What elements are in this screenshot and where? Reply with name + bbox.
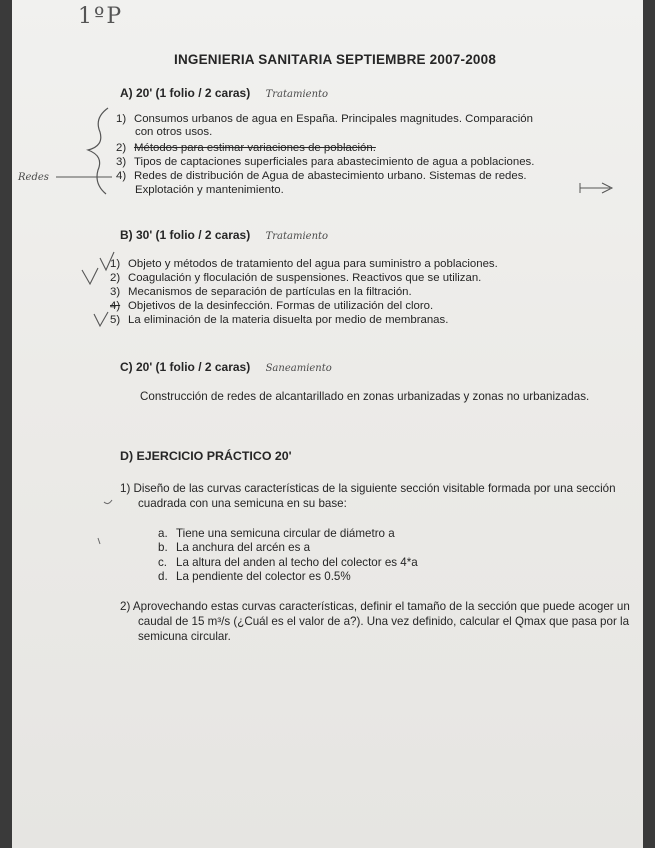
section-a-item-2: 2) Métodos para estimar variaciones de población. bbox=[116, 142, 376, 154]
section-a-item-4: 4) Redes de distribución de Agua de abastecimiento urbano. Sistemas de redes. bbox=[116, 170, 527, 182]
section-b-item-3: 3) Mecanismos de separación de partículas en la filtración. bbox=[110, 286, 412, 298]
section-b-item-5: 5) La eliminación de la materia disuelta por medio de membranas. bbox=[110, 314, 449, 326]
exercise-question-2: 2) Aprovechando estas curvas características, definir el tamaño de la sección que puede acoger un caudal de 15 m³/s (¿Cuál es el valor de a?). Una vez definido, calcular el Qmax que pasa por la semicuna circular. bbox=[120, 600, 630, 643]
check-mark bbox=[82, 268, 98, 284]
exercise-subitem-a: a. Tiene una semicuna circular de diámetro a bbox=[158, 527, 395, 540]
section-a-heading: A) 20' (1 folio / 2 caras) Tratamiento bbox=[120, 86, 329, 100]
pen-mark bbox=[98, 538, 100, 544]
exam-page bbox=[12, 0, 643, 848]
section-b-item-1: 1) Objeto y métodos de tratamiento del agua para suministro a poblaciones. bbox=[110, 258, 498, 270]
pen-mark bbox=[104, 500, 112, 504]
section-b-heading: B) 30' (1 folio / 2 caras) Tratamiento bbox=[120, 228, 329, 242]
section-a-item-1-cont: con otros usos. bbox=[135, 126, 213, 138]
exercise-subitem-c: c. La altura del anden al techo del colector es 4*a bbox=[158, 556, 418, 569]
handwritten-note-c: Saneamiento bbox=[265, 363, 332, 374]
exercise-question-1: 1) Diseño de las curvas características de la siguiente sección visitable formada por una sección cuadrada con una semicuna en su base: bbox=[120, 482, 616, 510]
handwritten-marks bbox=[12, 0, 643, 848]
page-title: INGENIERIA SANITARIA SEPTIEMBRE 2007-2008 bbox=[174, 52, 497, 67]
exercise-subitem-d: d. La pendiente del colector es 0.5% bbox=[158, 570, 351, 583]
section-b-item-2: 2) Coagulación y floculación de suspensiones. Reactivos que se utilizan. bbox=[110, 272, 482, 284]
section-a-item-1: 1) Consumos urbanos de agua en España. Principales magnitudes. Comparación bbox=[116, 113, 533, 125]
section-a-item-4-cont: Explotación y mantenimiento. bbox=[135, 184, 284, 196]
handwritten-page-mark: 1ºP bbox=[78, 4, 124, 29]
handwritten-side-note: Redes bbox=[18, 172, 49, 183]
brace-mark bbox=[88, 108, 108, 194]
section-c-body: Construcción de redes de alcantarillado en zonas urbanizadas y zonas no urbanizadas. bbox=[140, 390, 590, 403]
handwritten-note-a: Tratamiento bbox=[265, 89, 329, 100]
exercise-subitem-b: b. La anchura del arcén es a bbox=[158, 541, 311, 554]
handwritten-note-b: Tratamiento bbox=[265, 231, 329, 242]
arrow-mark bbox=[580, 183, 612, 193]
section-b-item-4: 4) Objetivos de la desinfección. Formas de utilización del cloro. bbox=[110, 300, 434, 312]
check-mark bbox=[94, 312, 108, 326]
section-c-heading: C) 20' (1 folio / 2 caras) Saneamiento bbox=[120, 360, 332, 374]
section-a-item-3: 3) Tipos de captaciones superficiales para abastecimiento de agua a poblaciones. bbox=[116, 156, 535, 168]
section-d-heading: D) EJERCICIO PRÁCTICO 20' bbox=[120, 449, 292, 463]
